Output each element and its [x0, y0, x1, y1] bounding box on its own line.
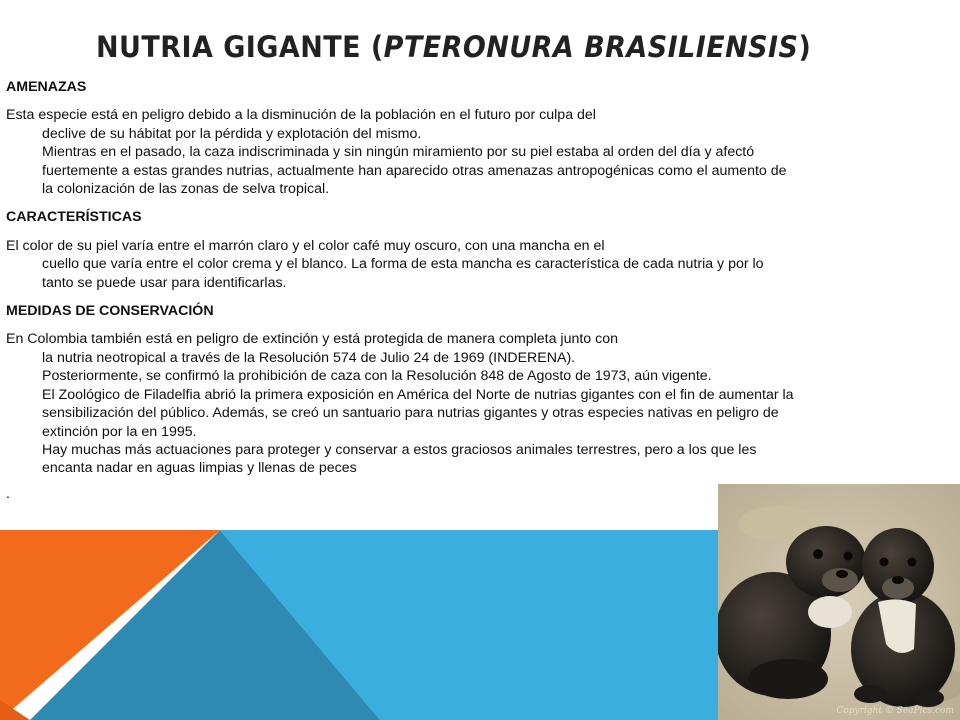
trailing-dot: . [6, 485, 10, 502]
title-main: NUTRIA GIGANTE ( [96, 30, 384, 64]
characteristics-line-1: El color de su piel varía entre el marrón claro y el color café muy oscuro, con una mancha en el [6, 237, 605, 254]
threats-paragraph-2: Mientras en el pasado, la caza indiscriminada y sin ningún miramiento por su piel estaba al orden del día y afectó fuertemente a estas grandes nutrias, actualmente han aparecido otras amenazas antropogénicas como el aumento de la colonización de las zonas de selva tropical. [42, 144, 787, 198]
otter-photo [718, 484, 960, 720]
slide-body [6, 78, 796, 500]
conservation-line-cont: la nutria neotropical a través de la Resolución 574 de Julio 24 de 1969 (INDERENA). [42, 349, 576, 366]
title-close: ) [798, 30, 812, 64]
conservation-paragraph-3: El Zoológico de Filadelfia abrió la primera exposición en América del Norte de nutrias gigantes con el fin de aumentar la sensibilización del público. Además, se creó un santuario para nutrias gigantes y otras especies nativas en peligro de extinción por la en 1995. [42, 386, 794, 440]
heading-conservation: MEDIDAS DE CONSERVACIÓN [6, 303, 214, 320]
conservation-paragraph-2: Posteriormente, se confirmó la prohibición de caza con la Resolución 848 de Agosto de 1973, aún vigente. [42, 368, 712, 385]
conservation-paragraph-4: Hay muchas más actuaciones para proteger y conservar a estos graciosos animales terrestres, pero a los que les encanta nadar en aguas limpias y llenas de peces [42, 441, 757, 477]
characteristics-paragraph [6, 237, 796, 292]
heading-threats: AMENAZAS [6, 79, 87, 95]
threats-line-cont: declive de su hábitat por la pérdida y explotación del mismo. [42, 125, 422, 142]
title-scientific-name: PTERONURA BRASILIENSIS [383, 30, 799, 64]
characteristics-line-cont: cuello que varía entre el color crema y el blanco. La forma de esta mancha es característica de cada nutria y por lo tanto se puede usar para identificarlas. [42, 256, 764, 291]
threats-paragraph [6, 106, 796, 198]
slide-title [96, 30, 811, 64]
conservation-line-1: En Colombia también está en peligro de extinción y está protegida de manera completa junto con [6, 331, 619, 348]
conservation-paragraph [6, 330, 796, 477]
threats-line-1: Esta especie está en peligro debido a la disminución de la población en el futuro por culpa del [6, 107, 596, 124]
heading-characteristics: CARACTERÍSTICAS [6, 209, 142, 226]
photo-watermark: Copyright © SeaPics.com [836, 706, 954, 716]
